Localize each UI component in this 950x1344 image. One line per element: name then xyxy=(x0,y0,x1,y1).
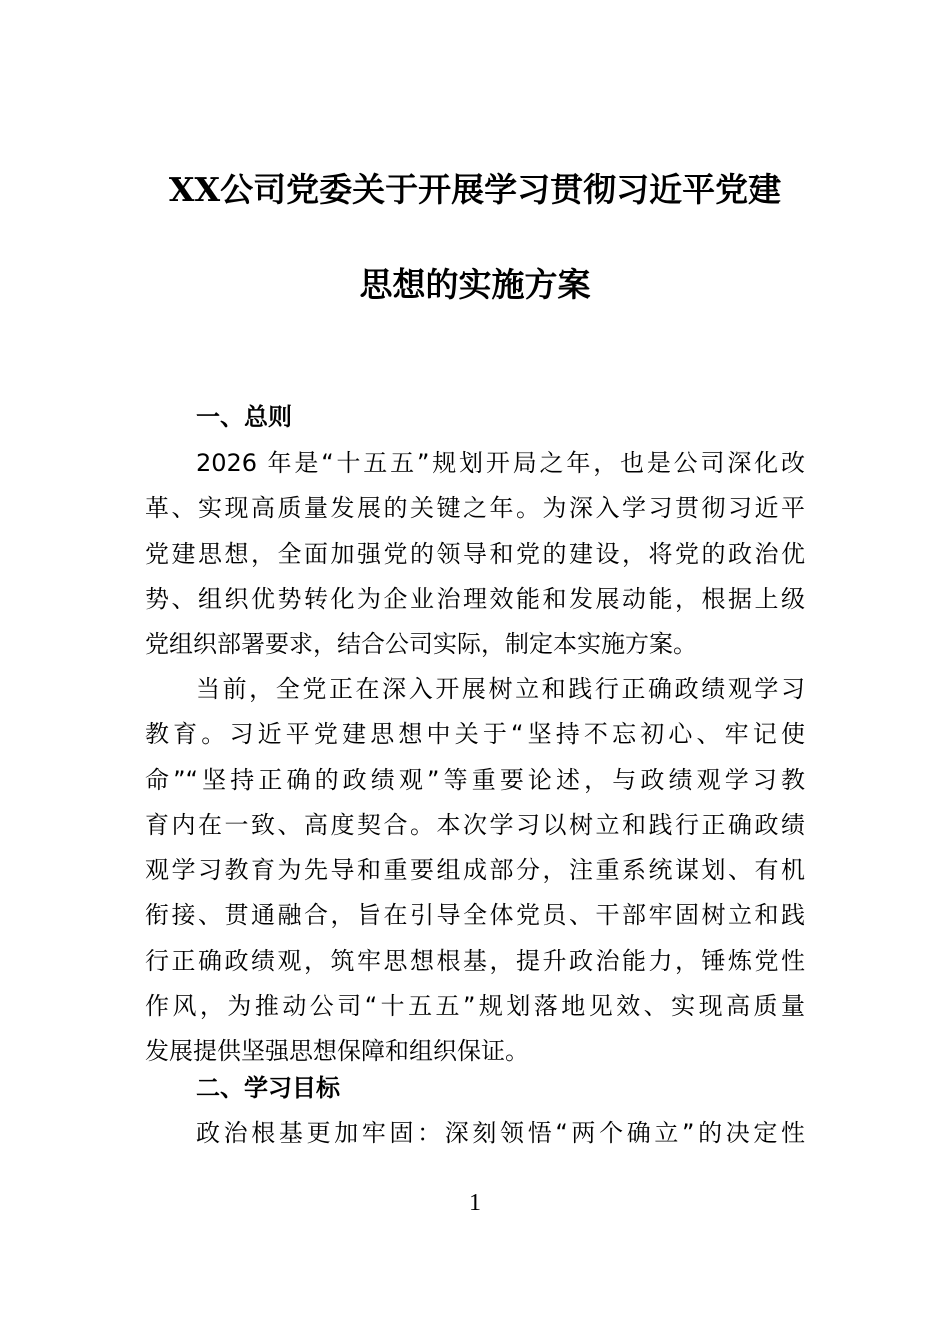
document-title-line-2: 思想的实施方案 xyxy=(359,265,591,304)
document-title-line-1: XX公司党委关于开展学习贯彻习近平党建 xyxy=(168,170,782,209)
paragraph-line: 发展提供坚强思想保障和组织保证。 xyxy=(145,1037,529,1066)
paragraph-line: 革、实现高质量发展的关键之年。为深入学习贯彻习近平 xyxy=(145,494,805,523)
paragraph-line: 党组织部署要求，结合公司实际，制定本实施方案。 xyxy=(145,630,697,659)
paragraph-line: 命”“坚持正确的政绩观”等重要论述，与政绩观学习教 xyxy=(145,765,805,794)
paragraph-line: 观学习教育为先导和重要组成部分，注重系统谋划、有机 xyxy=(145,856,805,885)
paragraph-line: 2026 年是“十五五”规划开局之年，也是公司深化改 xyxy=(196,449,805,477)
paragraph-line: 衔接、贯通融合，旨在引导全体党员、干部牢固树立和践 xyxy=(145,901,805,930)
paragraph-3 xyxy=(145,1111,805,1156)
page-number: 1 xyxy=(469,1190,481,1216)
paragraph-line: 当前，全党正在深入开展树立和践行正确政绩观学习 xyxy=(196,675,805,703)
paragraph-line: 教育。习近平党建思想中关于“坚持不忘初心、牢记使 xyxy=(145,720,805,749)
paragraph-line: 行正确政绩观，筑牢思想根基，提升政治能力，锤炼党性 xyxy=(145,946,805,975)
paragraph-line: 育内在一致、高度契合。本次学习以树立和践行正确政绩 xyxy=(145,810,805,839)
section-heading-learning-goals: 二、学习目标 xyxy=(196,1074,340,1102)
paragraph-line: 势、组织优势转化为企业治理效能和发展动能，根据上级 xyxy=(145,584,805,613)
paragraph-1 xyxy=(145,441,805,667)
paragraph-line: 作风，为推动公司“十五五”规划落地见效、实现高质量 xyxy=(145,992,805,1021)
paragraph-line: 政治根基更加牢固：深刻领悟“两个确立”的决定性 xyxy=(196,1119,805,1147)
section-heading-general: 一、总则 xyxy=(196,403,292,431)
paragraph-line: 党建思想，全面加强党的领导和党的建设，将党的政治优 xyxy=(145,539,805,568)
paragraph-2 xyxy=(145,667,805,1075)
